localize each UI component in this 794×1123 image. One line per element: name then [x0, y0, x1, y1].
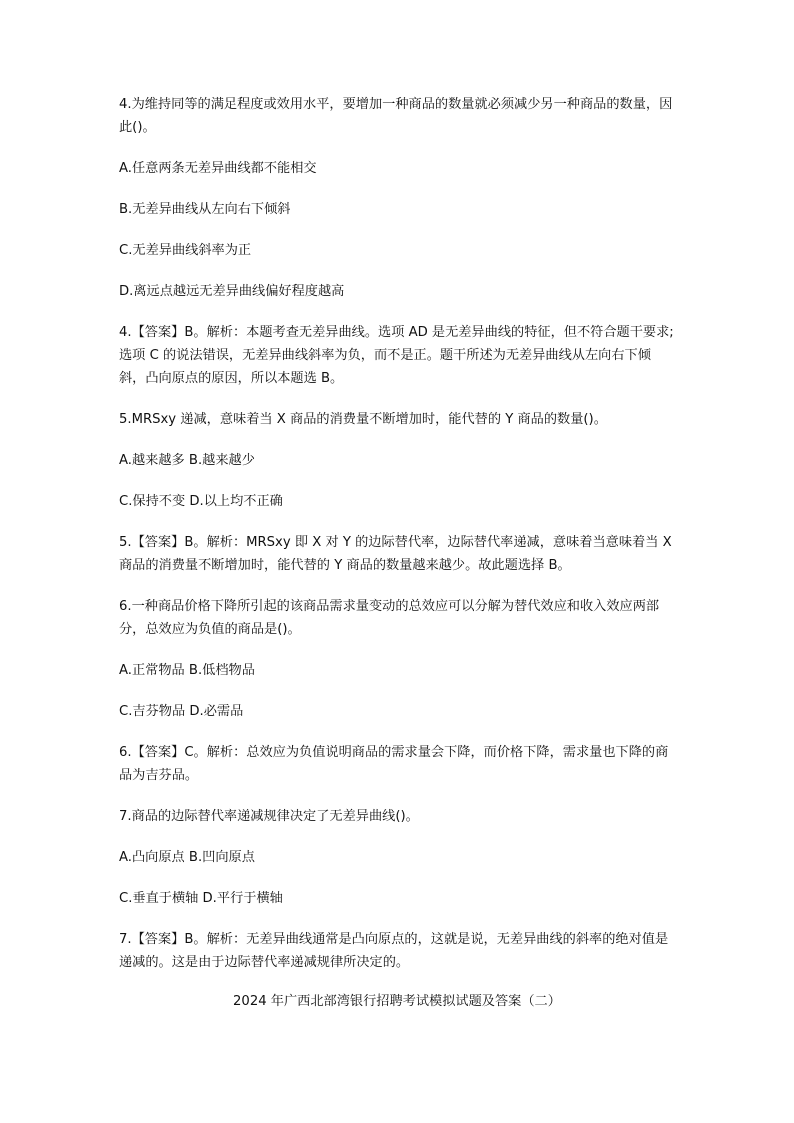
question-7-options-cd: C.垂直于横轴 D.平行于横轴 [119, 891, 283, 906]
question-6-answer: 6.【答案】C。解析：总效应为负值说明商品的需求量会下降，而价格下降，需求量也下降的商品为吉芬品。 [119, 745, 669, 783]
question-6-stem: 6.一种商品价格下降所引起的该商品需求量变动的总效应可以分解为替代效应和收入效应两部分，总效应为负值的商品是()。 [119, 599, 660, 637]
question-5-options-cd: C.保持不变 D.以上均不正确 [119, 494, 283, 509]
question-4-option-c: C.无差异曲线斜率为正 [119, 243, 252, 258]
question-7-answer: 7.【答案】B。解析：无差异曲线通常是凸向原点的，这就是说，无差异曲线的斜率的绝对值是递减的。这是由于边际替代率递减规律所决定的。 [119, 932, 669, 970]
question-5-stem: 5.MRSxy 递减，意味着当 X 商品的消费量不断增加时，能代替的 Y 商品的数量()。 [119, 412, 607, 427]
question-6-options-cd: C.吉芬物品 D.必需品 [119, 704, 244, 719]
question-4-option-a: A.任意两条无差异曲线都不能相交 [119, 161, 317, 176]
question-7-options-ab: A.凸向原点 B.凹向原点 [119, 850, 255, 865]
question-5-answer: 5.【答案】B。解析：MRSxy 即 X 对 Y 的边际替代率，边际替代率递减，意味着当意味着当 X 商品的消费量不断增加时，能代替的 Y 商品的数量越来越少。故此题选择 B。 [119, 535, 672, 573]
question-5-options-ab: A.越来越多 B.越来越少 [119, 453, 255, 468]
question-4-option-b: B.无差异曲线从左向右下倾斜 [119, 202, 291, 217]
question-7-stem: 7.商品的边际替代率递减规律决定了无差异曲线()。 [119, 809, 419, 824]
question-4-answer: 4.【答案】B。解析：本题考查无差异曲线。选项 AD 是无差异曲线的特征，但不符合题干要求;选项 C 的说法错误，无差异曲线斜率为负，而不是正。题干所述为无差异曲线从左向右下倾斜，凸向原点的原因，所以本题选 B。 [119, 325, 674, 386]
document-body [119, 93, 674, 992]
question-4-stem: 4.为维持同等的满足程度或效用水平，要增加一种商品的数量就必须减少另一种商品的数量，因此()。 [119, 97, 673, 135]
question-4-option-d: D.离远点越远无差异曲线偏好程度越高 [119, 284, 345, 299]
document-title-footer: 2024 年广西北部湾银行招聘考试模拟试题及答案（二） [233, 994, 561, 1009]
question-6-options-ab: A.正常物品 B.低档物品 [119, 663, 255, 678]
